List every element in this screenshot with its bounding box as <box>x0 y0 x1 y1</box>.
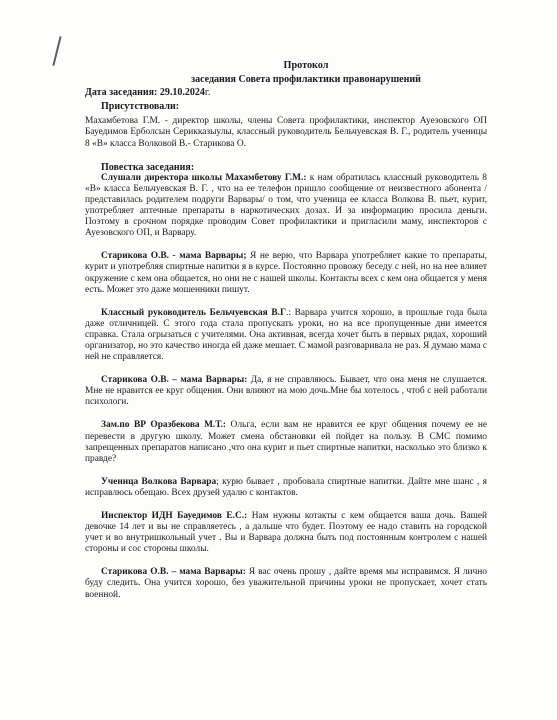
speaker-name: Слушали директора школы Махамбетову Г.М.: <box>101 172 307 183</box>
speech-text: Я вас очень прошу , дайте время мы исправимся. Я лично буду следить. Она учится хорошо, без уважительной причины уроки не пропускает, хочет стать военной. <box>85 567 487 600</box>
pen-mark <box>52 36 61 66</box>
agenda-heading: Повестка заседания: <box>101 161 195 173</box>
agenda-item <box>85 173 487 240</box>
speech-text: к нам обратилась классный руководитель 8 «В» класса Бельчуевская В. Г. , что на ее телефон пришло сообщение от неизвестного абонента /представилась родителем подруги Варвары/ о том, что ученица ее класса Волкова В. пьет, курит, употребляет аптечные препараты в наркотических дозах. И за информацию просила деньги. Поэтому в срочном порядке проводим Совет профилактики и пригласили маму, инспекторов с Ауезовского ОП, и Варвару. <box>85 172 487 239</box>
agenda-item <box>85 308 487 363</box>
speaker-name: Классный руководитель Бельчуевская В.Г <box>101 307 286 318</box>
speech-text: Да, я не справляюсь. Бывает, что она меня не слушается. Мне не нравится ее круг общения. Они влияют на мою дочь.Мне бы хотелось , чтоб с ней работали психологи. <box>85 375 487 408</box>
speech-text: Я не верю, что Варвара употребляет какие то препараты, курит и употребляя спиртные напитки я в курсе. Постоянно провожу беседу с ней, но на нее влияет окружение с кем она общается, но они не с нашей школы. Контакты всех с кем она общается у меня есть. Может это даже мошенники пишут. <box>85 251 487 295</box>
meeting-date-suffix: г. <box>204 87 211 99</box>
speech-text: .: Варвара учится хорошо, в прошлые года была даже отличницей. С этого года стала пропускать уроки, но на все пропущенные дни имеется справка. Стала огрызаться с учителями. Она активная, всегда хочет быть в первых рядах, хороший организатор, но это качество иногда ей даже мешает. С мамой разговаривала не раз. Я думаю мама с ней не справляется. <box>85 307 487 363</box>
agenda-item <box>85 251 487 295</box>
agenda-item <box>85 511 487 555</box>
speaker-name: Старикова О.В. – мама Варвары: <box>101 567 246 578</box>
agenda-item <box>85 420 487 464</box>
meeting-date <box>85 87 487 98</box>
agenda-item <box>85 375 487 408</box>
speaker-name: Зам.по ВР Оразбекова М.Т.: <box>101 420 227 431</box>
present-text: Махамбетова Г.М. - директор школы, члены Совета профилактики, инспектор Ауезовского ОП Бауедимов Ерболсын Серикказыулы, классный руководитель Бельчуевская В. Г., родитель ученицы 8 «В» класса Волковой В.- Старикова О. <box>85 116 487 149</box>
speaker-name: Старикова О.В. – мама Варвары: <box>101 375 248 386</box>
speech-text: ; курю бывает , пробовала спиртные напитки. Дайте мне шанс , я исправлюсь обещаю. Всех друзей удалю с контактов. <box>85 476 487 498</box>
speaker-name: Инспектор ИДН Бауедимов Е.С.: <box>101 511 248 521</box>
speech-text: Нам нужны котакты с кем общается ваша дочь. Вашей девочке 14 лет и вы не справляетесь , а дальше что будет. Поэтому ее надо ставить на городской учет и во внутришкольный учет . Вы и Варвара должна быть под постоянным контролем с нашей стороны и сос стороны школы. <box>85 511 487 555</box>
document-subtitle: заседания Совета профилактики правонарушений <box>191 74 421 86</box>
protocol-document <box>85 60 487 601</box>
speaker-name: Старикова О.В. - мама Варвары; <box>101 251 247 262</box>
meeting-date-label: Дата заседания: 29.10.2024 <box>85 87 205 99</box>
speaker-name: Ученица Волкова Варвара <box>101 476 217 487</box>
agenda-item <box>85 567 487 600</box>
agenda-item <box>85 477 487 499</box>
speech-text: Ольга, если вам не нравится ее круг общения почему ее не перевести в другую школу. Может смена обстановки ей пойдет на пользу. В СМС помимо запрещенных препаратов написано ,что она курит и пьет спиртные напитки, насколько это близко к правде? <box>85 420 487 464</box>
present-heading: Присутствовали: <box>101 101 180 113</box>
document-title: Протокол <box>283 60 329 71</box>
